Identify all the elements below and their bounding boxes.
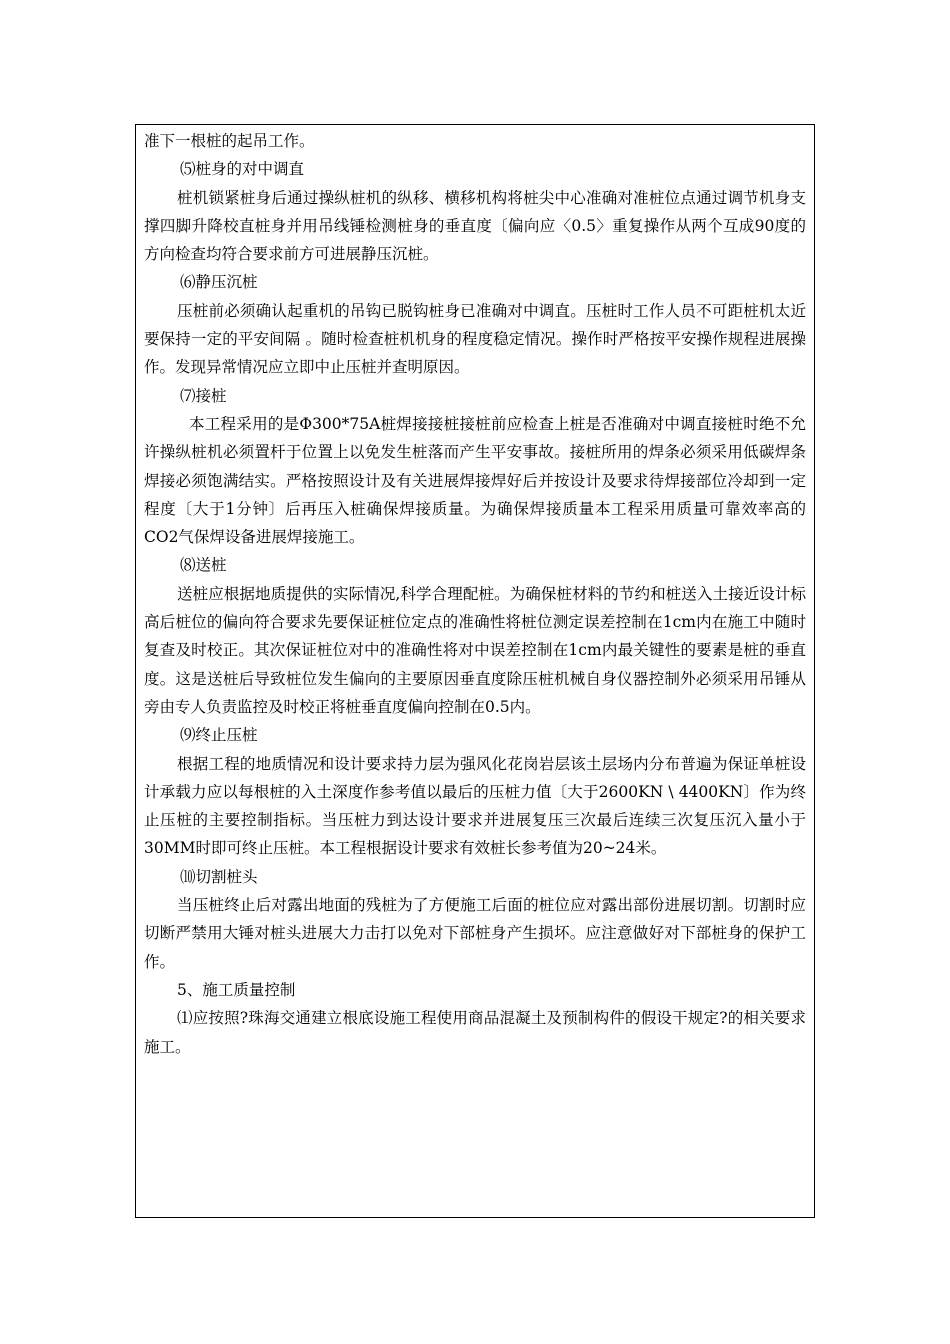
heading-pile-alignment: ⑸桩身的对中调直	[180, 160, 305, 179]
paragraph-pile-driving: 送桩应根据地质提供的实际情况,科学合理配桩。为确保桩材料的节约和桩送入土接近设计标高后桩位的偏向符合要求先要保证桩位定点的准确性将桩位测定误差控制在1cm内在施工中随时复查及时校正。其次保证桩位对中的准确性将对中误差控制在1cm内最关键性的要素是桩的垂直度。这是送桩后导致桩位发生偏向的主要原因垂直度除压桩机械自身仪器控制外必须采用吊锤从旁由专人负责监控及时校正将桩垂直度偏向控制在0.5内。	[144, 584, 806, 716]
heading-stop-pressing: ⑼终止压桩	[180, 726, 258, 745]
paragraph-continuation: 准下一根桩的起吊工作。	[144, 132, 315, 150]
document-frame	[135, 124, 815, 1218]
paragraph-static-pressing: 压桩前必须确认起重机的吊钩已脱钩桩身已准确对中调直。压桩时工作人员不可距桩机太近要保持一定的平安间隔 。随时检查桩机机身的程度稳定情况。操作时严格按平安操作规程进展操作。发现异常情况应立即中止压桩并查明原因。	[144, 301, 806, 377]
heading-pile-driving: ⑻送桩	[180, 556, 227, 575]
heading-pile-joining: ⑺接桩	[180, 386, 227, 405]
heading-cut-pile-head: ⑽切割桩头	[180, 867, 258, 886]
paragraph-pile-joining: 本工程采用的是Φ300*75A桩焊接接桩接桩前应检查上桩是否准确对中调直接桩时绝不允许操纵桩机必须置杆于位置上以免发生桩落而产生平安事故。接桩所用的焊条必须采用低碳焊条焊接必须饱满结实。严格按照设计及有关进展焊接焊好后并按设计及要求待焊接部位冷却到一定程度〔大于1分钟〕后再压入桩确保焊接质量。为确保焊接质量本工程采用质量可靠效率高的CO2气保焊设备进展焊接施工。	[144, 414, 806, 547]
heading-static-pressing: ⑹静压沉桩	[180, 273, 258, 292]
paragraph-cut-pile-head: 当压桩终止后对露出地面的残桩为了方便施工后面的桩位应对露出部份进展切割。切割时应切断严禁用大锤对桩头进展大力击打以免对下部桩身产生损坏。应注意做好对下部桩身的保护工作。	[144, 896, 806, 971]
paragraph-stop-pressing: 根据工程的地质情况和设计要求持力层为强风化花岗岩层该土层场内分布普遍为保证单桩设计承载力应以每根桩的入土深度作参考值以最后的压桩力值〔大于2600KN \ 4400KN〕作为终止压桩的主要控制指标。当压桩力到达设计要求并进展复压三次最后连续三次复压沉入量小于30MM时即可终止压桩。本工程根据设计要求有效桩长参考值为20~24米。	[144, 754, 806, 858]
paragraph-pile-alignment: 桩机锁紧桩身后通过操纵桩机的纵移、横移机构将桩尖中心准确对准桩位点通过调节机身支撑四脚升降校直桩身并用吊线锤检测桩身的垂直度〔偏向应〈0.5〉重复操作从两个互成90度的方向检查均符合要求前方可进展静压沉桩。	[144, 188, 806, 264]
heading-quality-control: 5、施工质量控制	[177, 980, 296, 999]
paragraph-quality-control-1: ⑴应按照?珠海交通建立根底设施工程使用商品混凝土及预制构件的假设干规定?的相关要求施工。	[144, 1009, 806, 1056]
